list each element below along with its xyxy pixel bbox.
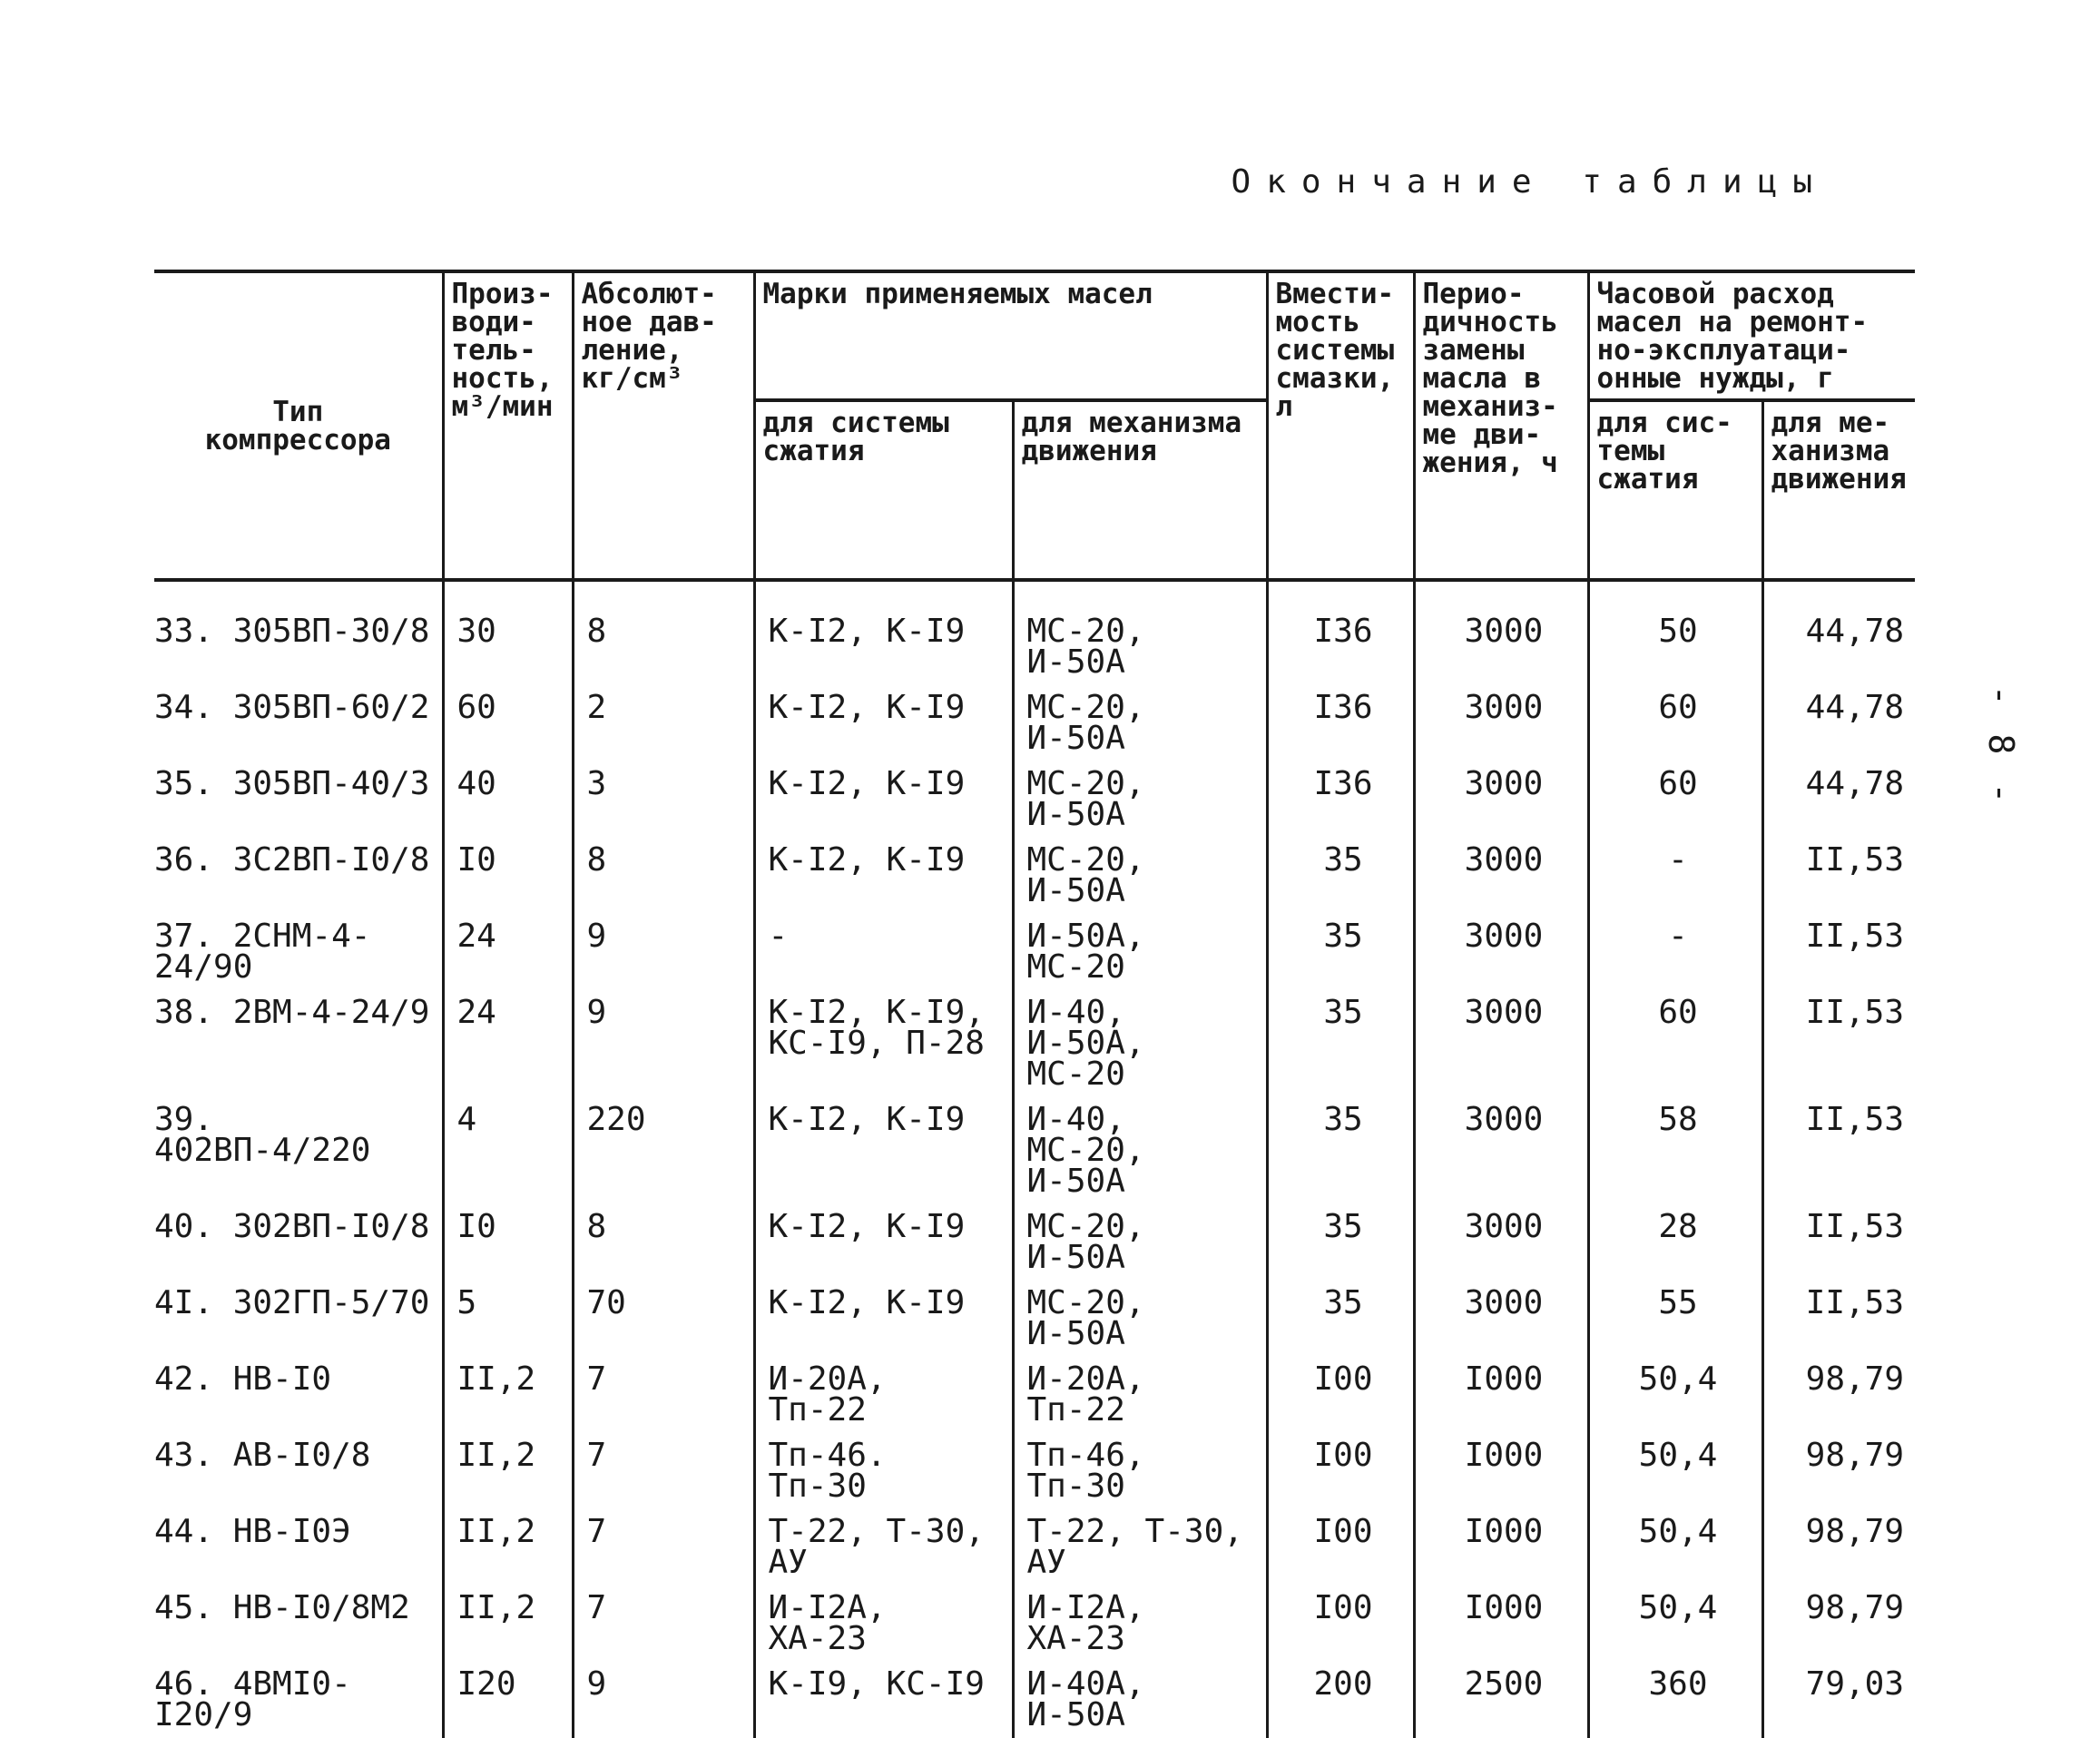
- cell-hourly-motion: 44,78: [1762, 580, 1915, 685]
- cell-pressure: 8: [573, 838, 754, 914]
- cell-hourly-motion: 44,78: [1762, 685, 1915, 761]
- table-continuation-caption: Окончание таблицы: [1231, 163, 1828, 201]
- cell-oil-compression: К-I2, К-I9: [754, 685, 1013, 761]
- cell-pressure: 9: [573, 914, 754, 990]
- cell-period: 3000: [1414, 838, 1588, 914]
- cell-oil-motion: МС-20, И-50А: [1013, 838, 1267, 914]
- table-row: [154, 1097, 1915, 1204]
- cell-compressor-type: 33. 305ВП-30/8: [154, 613, 430, 650]
- cell-oil-motion: И-50А, МС-20: [1013, 914, 1267, 990]
- cell-pressure: 70: [573, 1281, 754, 1357]
- cell-hourly-compression: 55: [1588, 1281, 1762, 1357]
- cell-volume: I36: [1267, 761, 1414, 838]
- cell-oil-compression: Т-22, Т-30, АУ: [754, 1509, 1013, 1586]
- cell-oil-compression: К-I2, К-I9: [754, 761, 1013, 838]
- cell-volume: I00: [1267, 1586, 1414, 1662]
- header-period: Перио- дичность замены масла в механиз- ме дви- жения, ч: [1414, 271, 1588, 580]
- cell-hourly-compression: -: [1588, 914, 1762, 990]
- cell-hourly-compression: 50,4: [1588, 1509, 1762, 1586]
- cell-hourly-motion: II,53: [1762, 914, 1915, 990]
- cell-oil-motion: Тп-46, Тп-30: [1013, 1433, 1267, 1509]
- cell-compressor-type: 39. 402ВП-4/220: [154, 1101, 371, 1169]
- cell-volume: I00: [1267, 1509, 1414, 1586]
- cell-volume: I36: [1267, 580, 1414, 685]
- header-capacity: Произ- води- тель- ность, м³/мин: [443, 271, 573, 580]
- cell-pressure: 7: [573, 1357, 754, 1433]
- cell-period: I000: [1414, 1433, 1588, 1509]
- cell-hourly-compression: 50,4: [1588, 1357, 1762, 1433]
- cell-oil-motion: И-40А, И-50А: [1013, 1662, 1267, 1738]
- cell-hourly-motion: 98,79: [1762, 1357, 1915, 1433]
- cell-hourly-compression: -: [1588, 838, 1762, 914]
- cell-oil-motion: МС-20, И-50А: [1013, 1204, 1267, 1281]
- cell-capacity: 5: [443, 1281, 573, 1357]
- cell-volume: 35: [1267, 838, 1414, 914]
- cell-oil-motion: МС-20, И-50А: [1013, 580, 1267, 685]
- cell-capacity: 24: [443, 914, 573, 990]
- cell-compressor-type: 4I. 302ГП-5/70: [154, 1284, 430, 1321]
- cell-volume: 35: [1267, 990, 1414, 1097]
- table-row: [154, 761, 1915, 838]
- cell-oil-motion: МС-20, И-50А: [1013, 685, 1267, 761]
- cell-oil-compression: К-I2, К-I9: [754, 1204, 1013, 1281]
- cell-pressure: 3: [573, 761, 754, 838]
- cell-hourly-motion: II,53: [1762, 838, 1915, 914]
- cell-hourly-compression: 58: [1588, 1097, 1762, 1204]
- cell-volume: 35: [1267, 1281, 1414, 1357]
- cell-period: 3000: [1414, 990, 1588, 1097]
- cell-compressor-type: 37. 2СНМ-4-24/90: [154, 918, 371, 986]
- cell-period: I000: [1414, 1357, 1588, 1433]
- cell-hourly-compression: 60: [1588, 990, 1762, 1097]
- cell-hourly-compression: 60: [1588, 685, 1762, 761]
- cell-volume: I36: [1267, 685, 1414, 761]
- cell-capacity: I20: [443, 1662, 573, 1738]
- cell-compressor-type: 40. 302ВП-I0/8: [154, 1208, 430, 1245]
- header-hourly-compression: для сис- темы сжатия: [1588, 400, 1762, 580]
- cell-period: 3000: [1414, 1097, 1588, 1204]
- cell-hourly-motion: II,53: [1762, 1204, 1915, 1281]
- cell-compressor-type: 46. 4ВМI0-I20/9: [154, 1665, 351, 1733]
- header-oil-motion: для механизма движения: [1013, 400, 1267, 580]
- page-number: - 8 -: [1981, 684, 2022, 808]
- cell-volume: 35: [1267, 1097, 1414, 1204]
- cell-oil-compression: К-I2, К-I9, КС-I9, П-28: [754, 990, 1013, 1097]
- table-row: [154, 1433, 1915, 1509]
- cell-hourly-motion: 98,79: [1762, 1586, 1915, 1662]
- cell-hourly-motion: 98,79: [1762, 1433, 1915, 1509]
- cell-oil-compression: К-I9, КС-I9: [754, 1662, 1013, 1738]
- cell-period: 3000: [1414, 761, 1588, 838]
- cell-compressor-type: 38. 2ВМ-4-24/9: [154, 994, 430, 1031]
- cell-oil-compression: К-I2, К-I9: [754, 1281, 1013, 1357]
- cell-hourly-compression: 50,4: [1588, 1433, 1762, 1509]
- cell-oil-compression: К-I2, К-I9: [754, 838, 1013, 914]
- table-body: [154, 580, 1915, 1738]
- table-row: [154, 1509, 1915, 1586]
- cell-hourly-compression: 50: [1588, 580, 1762, 685]
- cell-oil-motion: И-20А, Тп-22: [1013, 1357, 1267, 1433]
- cell-capacity: II,2: [443, 1433, 573, 1509]
- cell-compressor-type: 44. НВ-I0Э: [154, 1513, 351, 1550]
- cell-period: I000: [1414, 1509, 1588, 1586]
- table-row: [154, 1204, 1915, 1281]
- cell-pressure: 2: [573, 685, 754, 761]
- cell-volume: I00: [1267, 1433, 1414, 1509]
- table-row: [154, 990, 1915, 1097]
- header-hourly-consumption: Часовой расход масел на ремонт- но-эксплуатаци- онные нужды, г: [1588, 271, 1915, 400]
- cell-compressor-type: 45. НВ-I0/8М2: [154, 1589, 410, 1626]
- header-type: Тип компрессора: [154, 271, 443, 580]
- header-volume: Вмести- мость системы смазки, л: [1267, 271, 1414, 580]
- table-row: [154, 914, 1915, 990]
- header-pressure: Абсолют- ное дав- ление, кг/см³: [573, 271, 754, 580]
- cell-oil-motion: МС-20, И-50А: [1013, 1281, 1267, 1357]
- cell-volume: I00: [1267, 1357, 1414, 1433]
- table-row: [154, 685, 1915, 761]
- cell-capacity: I0: [443, 1204, 573, 1281]
- cell-pressure: 8: [573, 580, 754, 685]
- table-row: [154, 838, 1915, 914]
- cell-hourly-motion: II,53: [1762, 1281, 1915, 1357]
- cell-oil-motion: И-I2А, ХА-23: [1013, 1586, 1267, 1662]
- cell-hourly-compression: 28: [1588, 1204, 1762, 1281]
- cell-period: 3000: [1414, 580, 1588, 685]
- cell-capacity: I0: [443, 838, 573, 914]
- cell-period: 3000: [1414, 685, 1588, 761]
- cell-period: 3000: [1414, 1204, 1588, 1281]
- cell-hourly-motion: 44,78: [1762, 761, 1915, 838]
- header-oil-brands: Марки применяемых масел: [754, 271, 1267, 400]
- cell-compressor-type: 34. 305ВП-60/2: [154, 689, 430, 726]
- table-row: [154, 1662, 1915, 1738]
- cell-capacity: 24: [443, 990, 573, 1097]
- table-row: [154, 1586, 1915, 1662]
- cell-period: 3000: [1414, 1281, 1588, 1357]
- cell-period: I000: [1414, 1586, 1588, 1662]
- header-hourly-motion: для ме- ханизма движения: [1762, 400, 1915, 580]
- cell-oil-compression: И-20А, Тп-22: [754, 1357, 1013, 1433]
- cell-hourly-compression: 360: [1588, 1662, 1762, 1738]
- compressor-oil-table: [154, 270, 1915, 1738]
- cell-oil-compression: -: [754, 914, 1013, 990]
- cell-oil-compression: И-I2А, ХА-23: [754, 1586, 1013, 1662]
- cell-pressure: 7: [573, 1509, 754, 1586]
- cell-hourly-motion: 79,03: [1762, 1662, 1915, 1738]
- cell-compressor-type: 43. АВ-I0/8: [154, 1437, 371, 1474]
- cell-period: 2500: [1414, 1662, 1588, 1738]
- cell-oil-motion: МС-20, И-50А: [1013, 761, 1267, 838]
- cell-capacity: 40: [443, 761, 573, 838]
- cell-capacity: II,2: [443, 1357, 573, 1433]
- cell-pressure: 7: [573, 1433, 754, 1509]
- cell-compressor-type: 35. 305ВП-40/3: [154, 765, 430, 802]
- table-row: [154, 1357, 1915, 1433]
- cell-volume: 200: [1267, 1662, 1414, 1738]
- cell-pressure: 220: [573, 1097, 754, 1204]
- cell-oil-motion: И-40, И-50А, МС-20: [1013, 990, 1267, 1097]
- cell-capacity: II,2: [443, 1586, 573, 1662]
- cell-hourly-motion: 98,79: [1762, 1509, 1915, 1586]
- cell-oil-motion: Т-22, Т-30, АУ: [1013, 1509, 1267, 1586]
- cell-hourly-compression: 50,4: [1588, 1586, 1762, 1662]
- cell-pressure: 9: [573, 990, 754, 1097]
- table-row: [154, 580, 1915, 685]
- cell-hourly-motion: II,53: [1762, 1097, 1915, 1204]
- cell-period: 3000: [1414, 914, 1588, 990]
- cell-pressure: 7: [573, 1586, 754, 1662]
- cell-capacity: II,2: [443, 1509, 573, 1586]
- cell-oil-compression: К-I2, К-I9: [754, 580, 1013, 685]
- cell-pressure: 8: [573, 1204, 754, 1281]
- cell-capacity: 60: [443, 685, 573, 761]
- cell-pressure: 9: [573, 1662, 754, 1738]
- cell-compressor-type: 36. 3С2ВП-I0/8: [154, 841, 430, 879]
- cell-oil-compression: Тп-46. Тп-30: [754, 1433, 1013, 1509]
- cell-hourly-compression: 60: [1588, 761, 1762, 838]
- cell-volume: 35: [1267, 1204, 1414, 1281]
- cell-hourly-motion: II,53: [1762, 990, 1915, 1097]
- table-row: [154, 1281, 1915, 1357]
- cell-capacity: 30: [443, 580, 573, 685]
- cell-compressor-type: 42. НВ-I0: [154, 1360, 332, 1398]
- cell-capacity: 4: [443, 1097, 573, 1204]
- cell-volume: 35: [1267, 914, 1414, 990]
- cell-oil-compression: К-I2, К-I9: [754, 1097, 1013, 1204]
- cell-oil-motion: И-40, МС-20, И-50А: [1013, 1097, 1267, 1204]
- header-oil-compression: для системы сжатия: [754, 400, 1013, 580]
